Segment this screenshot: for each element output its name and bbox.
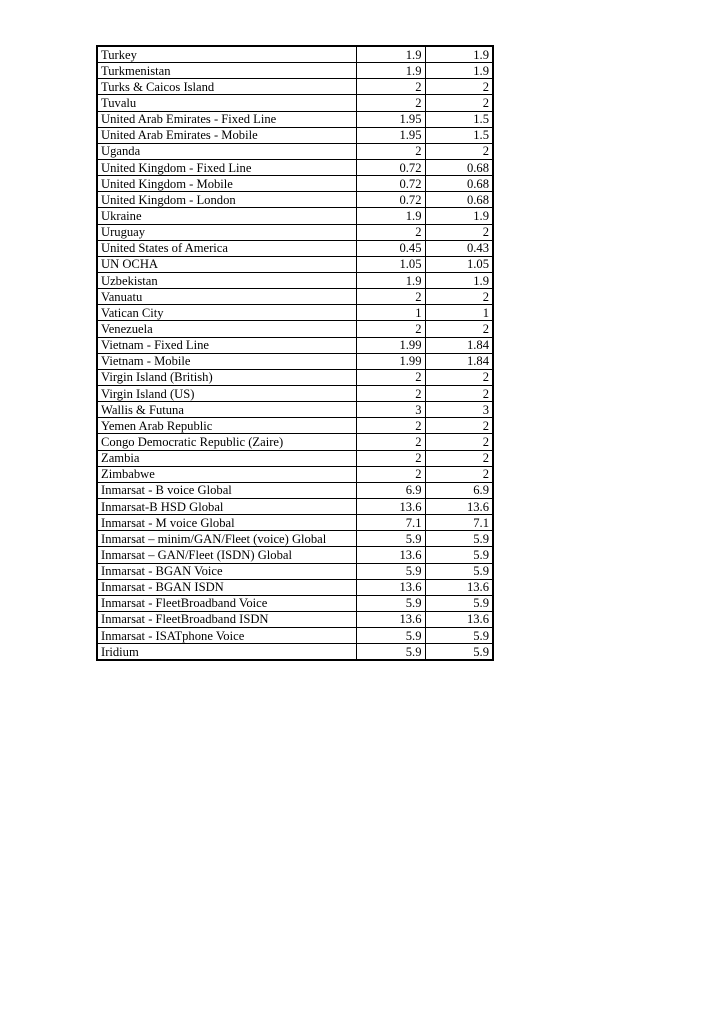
- rate-2-cell: 2: [425, 95, 493, 111]
- destination-cell: Inmarsat - BGAN ISDN: [97, 579, 356, 595]
- rate-1-cell: 0.72: [356, 176, 425, 192]
- table-row: [97, 305, 493, 321]
- rate-2-cell: 13.6: [425, 611, 493, 627]
- destination-cell: Inmarsat - BGAN Voice: [97, 563, 356, 579]
- table-row: [97, 644, 493, 661]
- table-body: [97, 46, 493, 660]
- table-row: [97, 547, 493, 563]
- rate-1-cell: 2: [356, 385, 425, 401]
- table-row: [97, 450, 493, 466]
- destination-cell: Turkey: [97, 46, 356, 63]
- table-row: [97, 46, 493, 63]
- rate-2-cell: 2: [425, 143, 493, 159]
- rate-1-cell: 13.6: [356, 498, 425, 514]
- table-row: [97, 256, 493, 272]
- destination-cell: Turks & Caicos Island: [97, 79, 356, 95]
- rate-2-cell: 5.9: [425, 595, 493, 611]
- destination-cell: United Arab Emirates - Mobile: [97, 127, 356, 143]
- destination-cell: Ukraine: [97, 208, 356, 224]
- table-row: [97, 127, 493, 143]
- table-row: [97, 159, 493, 175]
- destination-cell: Inmarsat-B HSD Global: [97, 498, 356, 514]
- destination-cell: Vatican City: [97, 305, 356, 321]
- rate-2-cell: 1: [425, 305, 493, 321]
- table-row: [97, 628, 493, 644]
- rate-2-cell: 1.5: [425, 111, 493, 127]
- destination-cell: Iridium: [97, 644, 356, 661]
- table-row: [97, 498, 493, 514]
- rate-1-cell: 7.1: [356, 515, 425, 531]
- table-row: [97, 434, 493, 450]
- rate-2-cell: 0.68: [425, 192, 493, 208]
- rate-2-cell: 1.9: [425, 46, 493, 63]
- table-row: [97, 611, 493, 627]
- rate-1-cell: 5.9: [356, 595, 425, 611]
- rate-1-cell: 0.72: [356, 159, 425, 175]
- table-row: [97, 579, 493, 595]
- rate-2-cell: 2: [425, 289, 493, 305]
- rate-1-cell: 5.9: [356, 563, 425, 579]
- rate-1-cell: 13.6: [356, 579, 425, 595]
- destination-cell: Venezuela: [97, 321, 356, 337]
- destination-cell: Uruguay: [97, 224, 356, 240]
- destination-cell: United Kingdom - London: [97, 192, 356, 208]
- table-row: [97, 143, 493, 159]
- rate-2-cell: 1.9: [425, 272, 493, 288]
- rate-1-cell: 1: [356, 305, 425, 321]
- table-row: [97, 353, 493, 369]
- table-row: [97, 482, 493, 498]
- rate-2-cell: 2: [425, 418, 493, 434]
- table-row: [97, 272, 493, 288]
- rate-2-cell: 0.68: [425, 159, 493, 175]
- destination-cell: Uzbekistan: [97, 272, 356, 288]
- rate-2-cell: 1.9: [425, 208, 493, 224]
- table-row: [97, 595, 493, 611]
- rate-2-cell: 1.5: [425, 127, 493, 143]
- rate-2-cell: 2: [425, 369, 493, 385]
- rate-1-cell: 0.45: [356, 240, 425, 256]
- table-row: [97, 224, 493, 240]
- table-row: [97, 402, 493, 418]
- rate-1-cell: 2: [356, 369, 425, 385]
- rate-2-cell: 3: [425, 402, 493, 418]
- table-row: [97, 289, 493, 305]
- destination-cell: Inmarsat – minim/GAN/Fleet (voice) Global: [97, 531, 356, 547]
- destination-cell: United Kingdom - Fixed Line: [97, 159, 356, 175]
- rate-1-cell: 1.9: [356, 63, 425, 79]
- destination-cell: Virgin Island (British): [97, 369, 356, 385]
- rate-1-cell: 5.9: [356, 628, 425, 644]
- rate-1-cell: 5.9: [356, 644, 425, 661]
- rate-1-cell: 2: [356, 434, 425, 450]
- rate-1-cell: 1.9: [356, 272, 425, 288]
- destination-cell: Virgin Island (US): [97, 385, 356, 401]
- rate-1-cell: 1.95: [356, 127, 425, 143]
- destination-cell: United Arab Emirates - Fixed Line: [97, 111, 356, 127]
- destination-cell: Inmarsat - FleetBroadband Voice: [97, 595, 356, 611]
- rate-1-cell: 0.72: [356, 192, 425, 208]
- table-row: [97, 95, 493, 111]
- destination-cell: Inmarsat - FleetBroadband ISDN: [97, 611, 356, 627]
- table-row: [97, 466, 493, 482]
- rate-1-cell: 2: [356, 321, 425, 337]
- destination-cell: Tuvalu: [97, 95, 356, 111]
- table-row: [97, 515, 493, 531]
- rate-2-cell: 5.9: [425, 628, 493, 644]
- rate-1-cell: 1.95: [356, 111, 425, 127]
- table-row: [97, 531, 493, 547]
- rate-1-cell: 13.6: [356, 547, 425, 563]
- rate-1-cell: 2: [356, 289, 425, 305]
- rate-2-cell: 2: [425, 79, 493, 95]
- destination-cell: Inmarsat - M voice Global: [97, 515, 356, 531]
- destination-cell: Inmarsat - B voice Global: [97, 482, 356, 498]
- rate-2-cell: 0.43: [425, 240, 493, 256]
- destination-cell: Zambia: [97, 450, 356, 466]
- rate-2-cell: 5.9: [425, 563, 493, 579]
- rate-2-cell: 5.9: [425, 644, 493, 661]
- destination-cell: Inmarsat - ISATphone Voice: [97, 628, 356, 644]
- destination-rate-table: [96, 45, 494, 661]
- destination-cell: United States of America: [97, 240, 356, 256]
- destination-cell: Turkmenistan: [97, 63, 356, 79]
- rate-1-cell: 1.05: [356, 256, 425, 272]
- rate-2-cell: 0.68: [425, 176, 493, 192]
- table-row: [97, 563, 493, 579]
- rate-2-cell: 1.84: [425, 353, 493, 369]
- table-row: [97, 240, 493, 256]
- destination-cell: Inmarsat – GAN/Fleet (ISDN) Global: [97, 547, 356, 563]
- rate-1-cell: 3: [356, 402, 425, 418]
- destination-cell: Congo Democratic Republic (Zaire): [97, 434, 356, 450]
- table-row: [97, 176, 493, 192]
- rate-1-cell: 13.6: [356, 611, 425, 627]
- rate-2-cell: 1.9: [425, 63, 493, 79]
- table-row: [97, 321, 493, 337]
- destination-cell: Wallis & Futuna: [97, 402, 356, 418]
- rate-1-cell: 1.9: [356, 46, 425, 63]
- table-row: [97, 63, 493, 79]
- rate-2-cell: 2: [425, 466, 493, 482]
- rate-2-cell: 2: [425, 224, 493, 240]
- rate-1-cell: 5.9: [356, 531, 425, 547]
- destination-cell: Zimbabwe: [97, 466, 356, 482]
- destination-cell: Uganda: [97, 143, 356, 159]
- rate-1-cell: 2: [356, 79, 425, 95]
- rate-1-cell: 2: [356, 466, 425, 482]
- rate-2-cell: 2: [425, 450, 493, 466]
- rate-2-cell: 1.84: [425, 337, 493, 353]
- table-row: [97, 111, 493, 127]
- rate-2-cell: 2: [425, 434, 493, 450]
- table-row: [97, 337, 493, 353]
- destination-cell: Vietnam - Fixed Line: [97, 337, 356, 353]
- rate-1-cell: 6.9: [356, 482, 425, 498]
- table-row: [97, 208, 493, 224]
- destination-cell: Yemen Arab Republic: [97, 418, 356, 434]
- rate-2-cell: 2: [425, 385, 493, 401]
- rate-2-cell: 1.05: [425, 256, 493, 272]
- table-row: [97, 192, 493, 208]
- rate-1-cell: 2: [356, 418, 425, 434]
- rate-2-cell: 13.6: [425, 498, 493, 514]
- destination-cell: Vietnam - Mobile: [97, 353, 356, 369]
- rate-2-cell: 6.9: [425, 482, 493, 498]
- rate-2-cell: 7.1: [425, 515, 493, 531]
- table-row: [97, 79, 493, 95]
- rate-2-cell: 2: [425, 321, 493, 337]
- rate-1-cell: 2: [356, 95, 425, 111]
- destination-cell: UN OCHA: [97, 256, 356, 272]
- destination-cell: United Kingdom - Mobile: [97, 176, 356, 192]
- table-row: [97, 369, 493, 385]
- rate-2-cell: 5.9: [425, 531, 493, 547]
- rate-2-cell: 13.6: [425, 579, 493, 595]
- rate-1-cell: 1.9: [356, 208, 425, 224]
- rate-1-cell: 2: [356, 143, 425, 159]
- rate-1-cell: 2: [356, 224, 425, 240]
- table-row: [97, 418, 493, 434]
- rate-1-cell: 2: [356, 450, 425, 466]
- destination-cell: Vanuatu: [97, 289, 356, 305]
- table-row: [97, 385, 493, 401]
- rate-1-cell: 1.99: [356, 353, 425, 369]
- rate-1-cell: 1.99: [356, 337, 425, 353]
- rate-2-cell: 5.9: [425, 547, 493, 563]
